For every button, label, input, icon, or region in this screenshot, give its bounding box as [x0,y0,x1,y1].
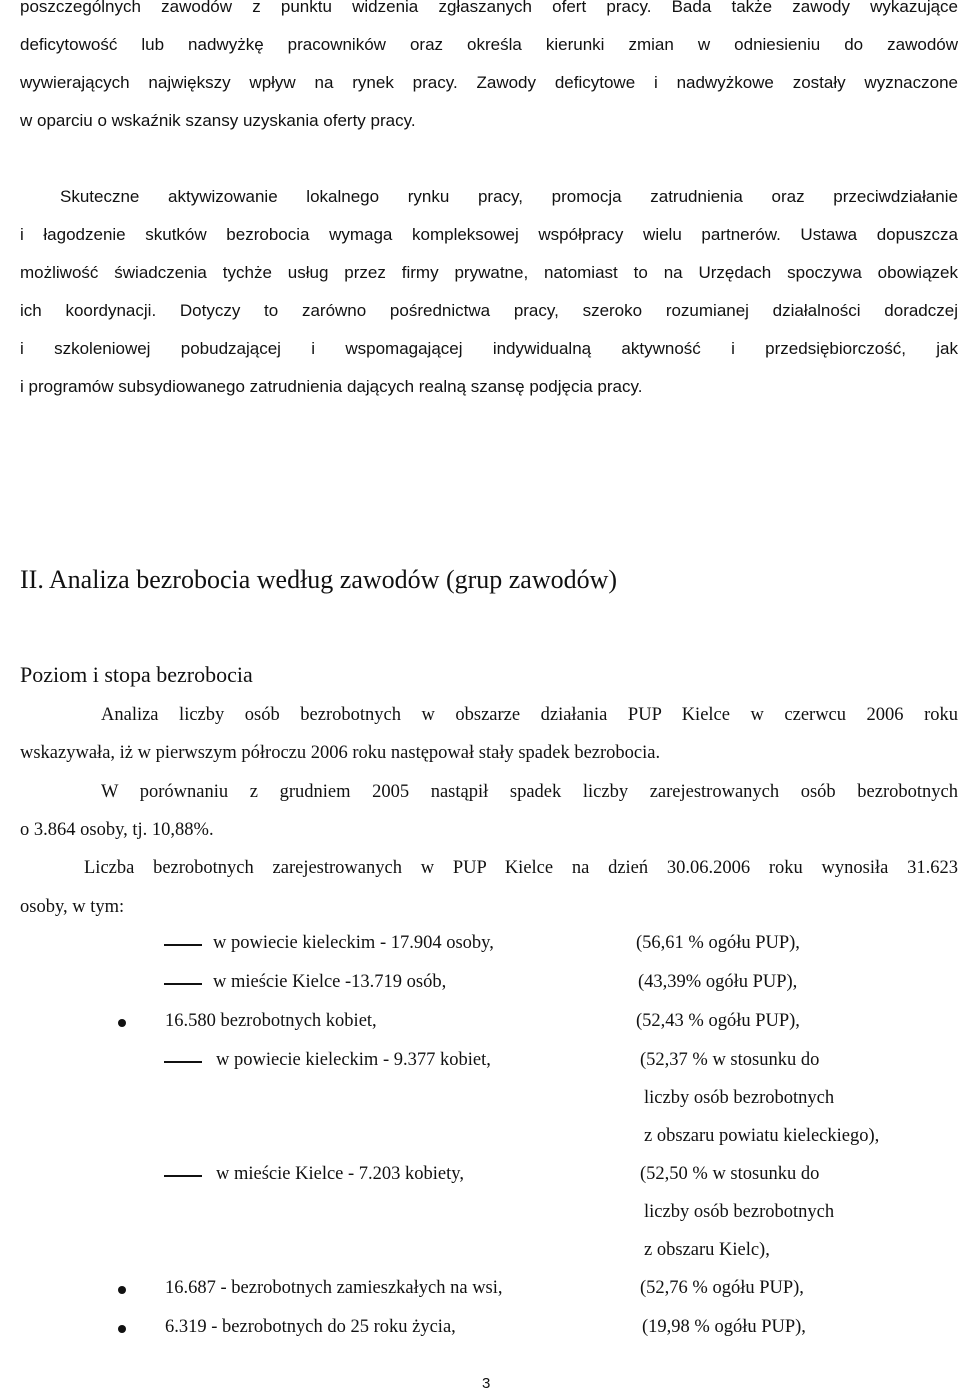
section-heading: II. Analiza bezrobocia według zawodów (grup zawodów) [20,565,618,594]
stat-label: w mieście Kielce - 7.203 kobiety, [216,1164,464,1184]
intro-line: Skuteczne aktywizowanie lokalnego rynku pracy, promocja zatrudnienia oraz przeciwdziałanie [60,187,958,206]
body-line: wskazywała, iż w pierwszym półroczu 2006 roku następował stały spadek bezrobocia. [20,743,661,763]
stat-label: w powiecie kieleckim - 9.377 kobiet, [216,1050,491,1070]
intro-line: możliwość świadczenia tychże usług przez firmy prywatne, natomiast to na Urzędach spoczywa obowiązek [20,263,958,282]
intro-line: i łagodzenie skutków bezrobocia wymaga kompleksowej współpracy wielu partnerów. Ustawa dopuszcza [20,225,958,244]
intro-line: i programów subsydiowanego zatrudnienia dających realną szansę podjęcia pracy. [20,377,643,396]
bullet-marker [118,1325,126,1333]
body-line: Analiza liczby osób bezrobotnych w obszarze działania PUP Kielce w czerwcu 2006 roku [101,705,958,725]
intro-line: deficytowość lub nadwyżkę pracowników oraz określa kierunki zmian w odniesieniu do zawodów [20,35,958,54]
sub-heading: Poziom i stopa bezrobocia [20,662,253,687]
stat-value: z obszaru Kielc), [644,1240,770,1260]
stat-value: liczby osób bezrobotnych [644,1202,835,1222]
stat-label: 6.319 - bezrobotnych do 25 roku życia, [165,1317,456,1337]
bullet-marker [118,1286,126,1294]
dash-marker [164,1175,202,1177]
body-line: osoby, w tym: [20,897,125,917]
body-line: o 3.864 osoby, tj. 10,88%. [20,820,214,840]
body-line: W porównaniu z grudniem 2005 nastąpił spadek liczby zarejestrowanych osób bezrobotnych [101,782,958,802]
stat-label: 16.580 bezrobotnych kobiet, [165,1011,377,1031]
intro-line: w oparciu o wskaźnik szansy uzyskania oferty pracy. [20,111,416,130]
dash-marker [164,983,202,985]
dash-marker [164,1061,202,1063]
stat-value: liczby osób bezrobotnych [644,1088,835,1108]
intro-line: ich koordynacji. Dotyczy to zarówno pośrednictwa pracy, szeroko rozumianej działalności doradczej [20,301,958,320]
body-line: Liczba bezrobotnych zarejestrowanych w PUP Kielce na dzień 30.06.2006 roku wynosiła 31.623 [84,858,958,878]
stat-value: (56,61 % ogółu PUP), [636,933,800,953]
page-number: 3 [482,1375,491,1392]
stat-label: w powiecie kieleckim - 17.904 osoby, [213,933,494,953]
stat-value: (52,43 % ogółu PUP), [636,1011,800,1031]
bullet-marker [118,1019,126,1027]
stat-label: w mieście Kielce -13.719 osób, [213,972,447,992]
stat-value: (43,39% ogółu PUP), [638,972,798,992]
intro-line: i szkoleniowej pobudzającej i wspomagającej indywidualną aktywność i przedsiębiorczość, jak [20,339,958,358]
stat-label: 16.687 - bezrobotnych zamieszkałych na wsi, [165,1278,503,1298]
intro-line: wywierających największy wpływ na rynek pracy. Zawody deficytowe i nadwyżkowe zostały wyznaczone [20,73,958,92]
dash-marker [164,944,202,946]
intro-line: poszczególnych zawodów z punktu widzenia zgłaszanych ofert pracy. Bada także zawody wykazujące [20,0,958,16]
stat-value: z obszaru powiatu kieleckiego), [644,1126,880,1146]
stat-value: (52,76 % ogółu PUP), [640,1278,804,1298]
stat-value: (19,98 % ogółu PUP), [642,1317,806,1337]
stat-value: (52,37 % w stosunku do [640,1050,820,1070]
stat-value: (52,50 % w stosunku do [640,1164,820,1184]
